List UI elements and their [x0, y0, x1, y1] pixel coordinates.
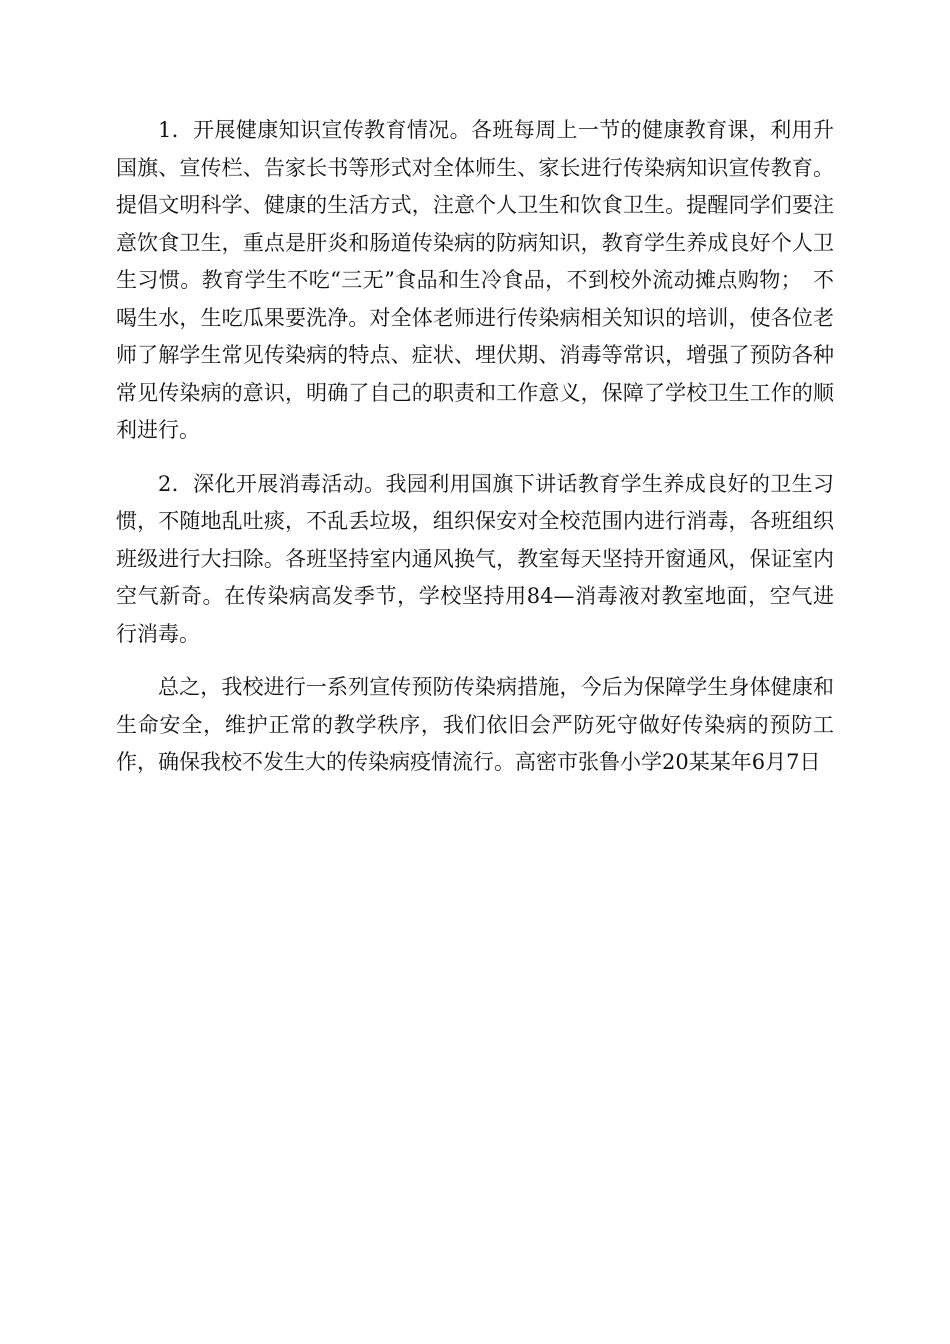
document-body [116, 112, 834, 782]
paragraph-disinfection: 2．深化开展消毒活动。我园利用国旗下讲话教育学生养成良好的卫生习惯，不随地乱吐痰，不乱丢垃圾，组织保安对全校范围内进行消毒，各班组织班级进行大扫除。各班坚持室内通风换气，教室每天坚持开窗通风，保证室内空气新奇。在传染病高发季节，学校坚持用84—消毒液对教室地面，空气进行消毒。 [116, 471, 834, 646]
paragraph-health-education: 1．开展健康知识宣传教育情况。各班每周上一节的健康教育课，利用升国旗、宣传栏、告家长书等形式对全体师生、家长进行传染病知识宣传教育。提倡文明科学、健康的生活方式，注意个人卫生和饮食卫生。提醒同学们要注意饮食卫生，重点是肝炎和肠道传染病的防病知识，教育学生养成良好个人卫生习惯。教育学生不吃“三无”食品和生冷食品，不到校外流动摊点购物； 不喝生水，生吃瓜果要洗净。对全体老师进行传染病相关知识的培训，使各位老师了解学生常见传染病的特点、症状、埋伏期、消毒等常识，增强了预防各种常见传染病的意识，明确了自己的职责和工作意义，保障了学校卫生工作的顺利进行。 [116, 118, 834, 442]
paragraph-conclusion: 总之，我校进行一系列宣传预防传染病措施，今后为保障学生身体健康和生命安全，维护正常的教学秩序，我们依旧会严防死守做好传染病的预防工作，确保我校不发生大的传染病疫情流行。高密市张鲁小学20某某年6月7日 [116, 675, 834, 774]
